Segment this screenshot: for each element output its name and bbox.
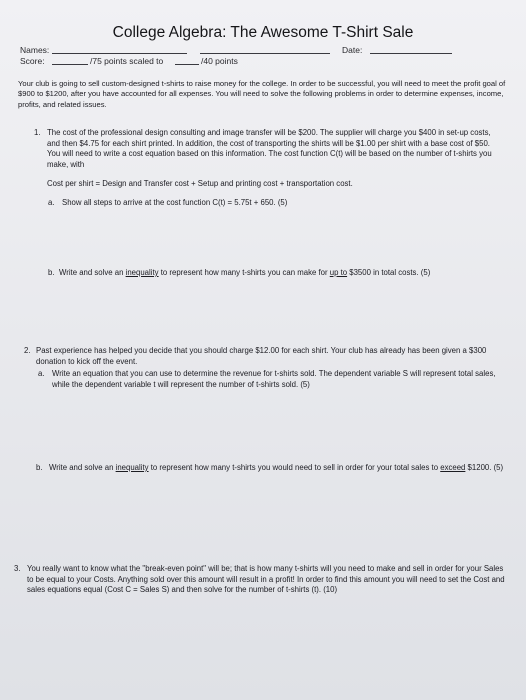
- score-75-text: /75 points scaled to: [90, 56, 164, 66]
- q1b-underline-up-to: up to: [329, 268, 348, 277]
- q2a-letter: a.: [38, 369, 45, 378]
- score-40-text: /40 points: [201, 56, 238, 66]
- score-label: Score:: [20, 56, 45, 66]
- q2b-underline-inequality: inequality: [115, 463, 149, 472]
- score-line-75: [52, 64, 88, 65]
- names-line-2: [200, 53, 330, 54]
- q1-formula: Cost per shirt = Design and Transfer cost + Setup and printing cost + transportation cost.: [47, 179, 353, 188]
- q1a-letter: a.: [48, 198, 55, 207]
- q2b-underline-exceed: exceed: [440, 463, 466, 472]
- q1-number: 1.: [34, 128, 41, 137]
- date-label: Date:: [342, 45, 363, 55]
- date-line: [370, 53, 452, 54]
- q3-number: 3.: [14, 564, 21, 573]
- score-line-40: [175, 64, 199, 65]
- q1a-text: Show all steps to arrive at the cost function C(t) = 5.75t + 650. (5): [62, 198, 288, 207]
- q1b-text: Write and solve an inequality to represent how many t-shirts you can make for up to $3500 in total costs. (5): [59, 268, 431, 277]
- worksheet-title: College Algebra: The Awesome T-Shirt Sale: [112, 24, 414, 41]
- names-label: Names:: [20, 45, 50, 55]
- q1-text: The cost of the professional design consulting and image transfer will be $200. The supplier will charge you $400 in set-up costs, and then $4.75 for each shirt printed. In addition, the cost of transporting the shirts will be $1.00 per shirt with a base cost of $50. You will need to write a cost equation based on this information. The cost function C(t) will be based on the number of t-shirts you make, with: [47, 128, 492, 169]
- q1b-letter: b.: [48, 268, 55, 277]
- q2b-letter: b.: [36, 463, 43, 472]
- q3-text: You really want to know what the "break-even point" will be; that is how many t-shirts will you need to make and sell in order for your Sales to be equal to your Costs. Anything sold over this amount will result in a profit! In order to find this amount you will need to set the Cost and sales equations equal (Cost C = Sales S) and then solve for the number of t-shirts (t). (10): [27, 564, 505, 595]
- names-line-1: [52, 53, 187, 54]
- q2b-text: Write and solve an inequality to represent how many t-shirts you would need to sell in order for your total sales to exceed $1200. (5): [49, 463, 504, 472]
- q2-text: Past experience has helped you decide that you should charge $12.00 for each shirt. Your club has already has been given a $300 donation to kick off the event.: [36, 346, 487, 366]
- q2a-text: Write an equation that you can use to determine the revenue for t-shirts sold. The dependent variable S will represent total sales, while the dependent variable t will represent the number of t-shirts sold. (5): [52, 369, 496, 389]
- q1b-underline-inequality: inequality: [125, 268, 159, 277]
- intro-paragraph: Your club is going to sell custom-designed t-shirts to raise money for the college. In order to be successful, you will need to meet the profit goal of $900 to $1200, after you have accounted for all expenses. You will need to solve the following problems in order to determine expenses, income, profits, and related issues.: [18, 79, 506, 109]
- q2-number: 2.: [24, 346, 31, 355]
